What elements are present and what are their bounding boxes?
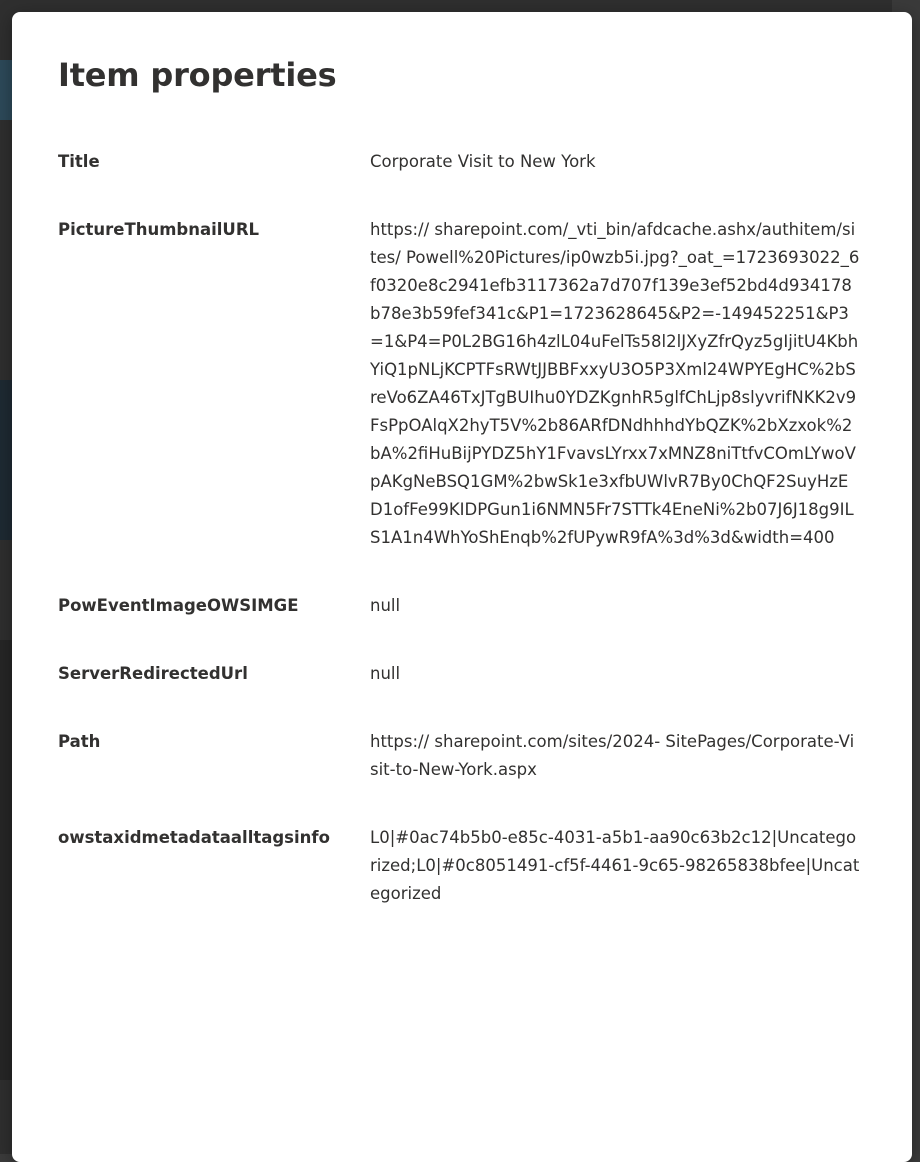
property-value: null xyxy=(370,596,401,615)
property-value: Corporate Visit to New York xyxy=(370,152,596,171)
property-row-pow-event-image xyxy=(58,592,878,620)
property-name: PictureThumbnailURL xyxy=(58,220,260,239)
property-value: null xyxy=(370,664,401,683)
property-name: Path xyxy=(58,732,101,751)
property-row-path xyxy=(58,728,878,784)
property-list xyxy=(58,148,878,948)
item-properties-dialog xyxy=(12,12,912,1162)
property-value: L0|#0ac74b5b0-e85c-4031-a5b1-aa90c63b2c12|Uncategorized;L0|#0c8051491-cf5f-4461-9c65-98265838bfee|Uncategorized xyxy=(370,828,860,903)
property-row-picture-thumbnail-url xyxy=(58,216,878,552)
property-value: https:// sharepoint.com/sites/2024- SitePages/Corporate-Visit-to-New-York.aspx xyxy=(370,732,855,779)
property-name: owstaxidmetadataalltagsinfo xyxy=(58,828,330,847)
property-value: https:// sharepoint.com/_vti_bin/afdcache.ashx/authitem/sites/ Powell%20Pictures/ip0wzb5i.jpg?_oat_=1723693022_6f0320e8c2941efb3117362a7d707f139e3ef52bd4d934178b78e3b59fef341c&P1=1723628645&P2=-149452251&P3=1&P4=P0L2BG16h4zlL04uFelTs58l2lJXyZfrQyz5gIjitU4KbhYiQ1pNLjKCPTFsRWtJJBBFxxyU3O5P3Xml24WPYEgHC%2bSreVo6ZA46TxJTgBUIhu0YDZKgnhR5glfChLjp8slyvrifNKK2v9FsPpOAlqX2hyT5V%2b86ARfDNdhhhdYbQZK%2bXzxok%2bA%2fiHuBijPYDZ5hY1FvavsLYrxx7xMNZ8niTtfvCOmLYwoVpAKgNeBSQ1GM%2bwSk1e3xfbUWlvR7By0ChQF2SuyHzED1ofFe99KIDPGun1i6NMN5Fr7STTk4EneNi%2b07J6J18g9ILS1A1n4WhYoShEnqb%2fUPywR9fA%3d%3d&width=400 xyxy=(370,220,860,547)
property-name: PowEventImageOWSIMGE xyxy=(58,596,299,615)
property-row-title xyxy=(58,148,878,176)
dialog-title: Item properties xyxy=(58,56,337,94)
property-name: Title xyxy=(58,152,100,171)
property-row-server-redirected-url xyxy=(58,660,878,688)
property-row-tags-info xyxy=(58,824,878,908)
property-name: ServerRedirectedUrl xyxy=(58,664,248,683)
